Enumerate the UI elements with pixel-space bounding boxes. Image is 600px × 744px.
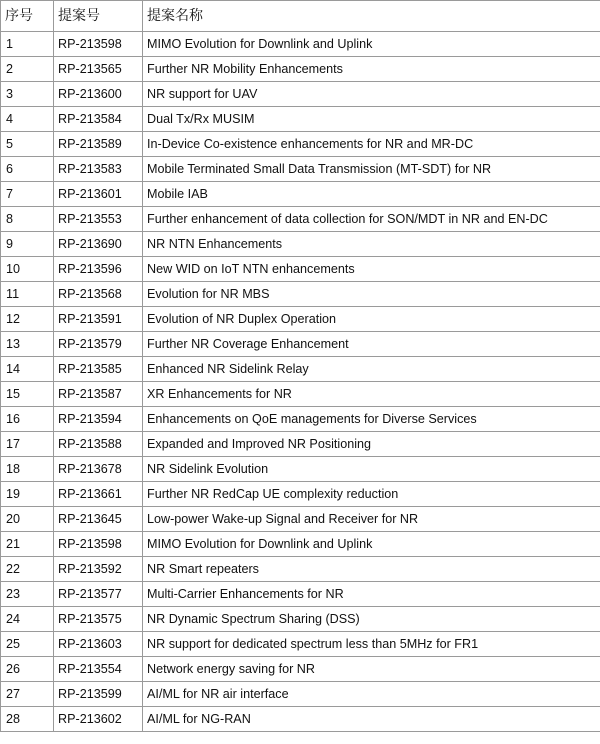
proposal-number-cell: RP-213601: [54, 182, 143, 207]
proposal-name-cell: NR Smart repeaters: [143, 557, 600, 582]
proposal-number-cell: RP-213678: [54, 457, 143, 482]
row-index-cell: 7: [1, 182, 54, 207]
table-row: [1, 82, 600, 107]
row-index-cell: 10: [1, 257, 54, 282]
row-index-cell: 2: [1, 57, 54, 82]
header-index: 序号: [1, 1, 54, 32]
proposal-number-cell: RP-213594: [54, 407, 143, 432]
table-row: [1, 557, 600, 582]
row-index-cell: 8: [1, 207, 54, 232]
table-row: [1, 382, 600, 407]
table-row: [1, 432, 600, 457]
table-row: [1, 57, 600, 82]
proposal-name-cell: NR NTN Enhancements: [143, 232, 600, 257]
row-index-cell: 16: [1, 407, 54, 432]
row-index-cell: 22: [1, 557, 54, 582]
proposal-number-cell: RP-213577: [54, 582, 143, 607]
proposal-name-cell: NR support for UAV: [143, 82, 600, 107]
proposal-number-cell: RP-213589: [54, 132, 143, 157]
table-row: [1, 307, 600, 332]
proposal-number-cell: RP-213598: [54, 532, 143, 557]
table-row: [1, 582, 600, 607]
row-index-cell: 13: [1, 332, 54, 357]
proposal-name-cell: AI/ML for NR air interface: [143, 682, 600, 707]
table-row: [1, 157, 600, 182]
header-proposal-number: 提案号: [54, 1, 143, 32]
row-index-cell: 21: [1, 532, 54, 557]
table-row: [1, 232, 600, 257]
proposal-number-cell: RP-213596: [54, 257, 143, 282]
proposal-name-cell: In-Device Co-existence enhancements for NR and MR-DC: [143, 132, 600, 157]
proposal-name-cell: Low-power Wake-up Signal and Receiver for NR: [143, 507, 600, 532]
proposal-name-cell: Enhanced NR Sidelink Relay: [143, 357, 600, 382]
proposal-number-cell: RP-213591: [54, 307, 143, 332]
proposal-number-cell: RP-213661: [54, 482, 143, 507]
proposal-name-cell: Further NR Coverage Enhancement: [143, 332, 600, 357]
proposal-name-cell: Mobile IAB: [143, 182, 600, 207]
proposal-number-cell: RP-213575: [54, 607, 143, 632]
row-index-cell: 5: [1, 132, 54, 157]
proposal-name-cell: XR Enhancements for NR: [143, 382, 600, 407]
proposal-number-cell: RP-213592: [54, 557, 143, 582]
proposal-name-cell: Further NR RedCap UE complexity reduction: [143, 482, 600, 507]
proposal-number-cell: RP-213690: [54, 232, 143, 257]
proposal-number-cell: RP-213602: [54, 707, 143, 732]
proposal-number-cell: RP-213588: [54, 432, 143, 457]
table-row: [1, 607, 600, 632]
row-index-cell: 24: [1, 607, 54, 632]
proposal-name-cell: NR Dynamic Spectrum Sharing (DSS): [143, 607, 600, 632]
table-row: [1, 707, 600, 732]
table-row: [1, 682, 600, 707]
row-index-cell: 23: [1, 582, 54, 607]
proposal-number-cell: RP-213565: [54, 57, 143, 82]
header-proposal-name: 提案名称: [143, 1, 600, 32]
row-index-cell: 9: [1, 232, 54, 257]
table-row: [1, 182, 600, 207]
row-index-cell: 28: [1, 707, 54, 732]
proposal-name-cell: Enhancements on QoE managements for Diverse Services: [143, 407, 600, 432]
proposal-name-cell: Expanded and Improved NR Positioning: [143, 432, 600, 457]
proposal-name-cell: Mobile Terminated Small Data Transmission (MT-SDT) for NR: [143, 157, 600, 182]
row-index-cell: 14: [1, 357, 54, 382]
row-index-cell: 25: [1, 632, 54, 657]
table-row: [1, 507, 600, 532]
table-body: [1, 32, 600, 732]
row-index-cell: 19: [1, 482, 54, 507]
row-index-cell: 17: [1, 432, 54, 457]
table-row: [1, 657, 600, 682]
table-row: [1, 332, 600, 357]
table-row: [1, 457, 600, 482]
table-row: [1, 357, 600, 382]
table-row: [1, 32, 600, 57]
table-row: [1, 257, 600, 282]
row-index-cell: 6: [1, 157, 54, 182]
proposal-name-cell: Network energy saving for NR: [143, 657, 600, 682]
table-row: [1, 107, 600, 132]
proposal-number-cell: RP-213568: [54, 282, 143, 307]
proposal-number-cell: RP-213600: [54, 82, 143, 107]
table-header-row: [1, 1, 600, 32]
proposal-number-cell: RP-213598: [54, 32, 143, 57]
table-row: [1, 532, 600, 557]
proposal-number-cell: RP-213585: [54, 357, 143, 382]
proposal-name-cell: Evolution of NR Duplex Operation: [143, 307, 600, 332]
table-row: [1, 482, 600, 507]
row-index-cell: 27: [1, 682, 54, 707]
proposal-name-cell: MIMO Evolution for Downlink and Uplink: [143, 32, 600, 57]
proposal-number-cell: RP-213587: [54, 382, 143, 407]
proposal-number-cell: RP-213554: [54, 657, 143, 682]
proposal-name-cell: AI/ML for NG-RAN: [143, 707, 600, 732]
proposal-name-cell: NR support for dedicated spectrum less than 5MHz for FR1: [143, 632, 600, 657]
proposal-number-cell: RP-213579: [54, 332, 143, 357]
proposal-name-cell: New WID on IoT NTN enhancements: [143, 257, 600, 282]
proposal-number-cell: RP-213645: [54, 507, 143, 532]
row-index-cell: 12: [1, 307, 54, 332]
row-index-cell: 18: [1, 457, 54, 482]
proposal-name-cell: MIMO Evolution for Downlink and Uplink: [143, 532, 600, 557]
table-row: [1, 632, 600, 657]
table-row: [1, 407, 600, 432]
row-index-cell: 4: [1, 107, 54, 132]
row-index-cell: 3: [1, 82, 54, 107]
proposal-number-cell: RP-213553: [54, 207, 143, 232]
table-row: [1, 282, 600, 307]
table-row: [1, 207, 600, 232]
row-index-cell: 1: [1, 32, 54, 57]
proposal-number-cell: RP-213584: [54, 107, 143, 132]
proposal-number-cell: RP-213583: [54, 157, 143, 182]
proposal-name-cell: Evolution for NR MBS: [143, 282, 600, 307]
proposal-name-cell: Dual Tx/Rx MUSIM: [143, 107, 600, 132]
proposal-name-cell: Further enhancement of data collection for SON/MDT in NR and EN-DC: [143, 207, 600, 232]
row-index-cell: 11: [1, 282, 54, 307]
table-row: [1, 132, 600, 157]
proposal-name-cell: Further NR Mobility Enhancements: [143, 57, 600, 82]
proposal-number-cell: RP-213603: [54, 632, 143, 657]
row-index-cell: 15: [1, 382, 54, 407]
proposal-name-cell: NR Sidelink Evolution: [143, 457, 600, 482]
row-index-cell: 20: [1, 507, 54, 532]
proposal-number-cell: RP-213599: [54, 682, 143, 707]
proposal-name-cell: Multi-Carrier Enhancements for NR: [143, 582, 600, 607]
row-index-cell: 26: [1, 657, 54, 682]
